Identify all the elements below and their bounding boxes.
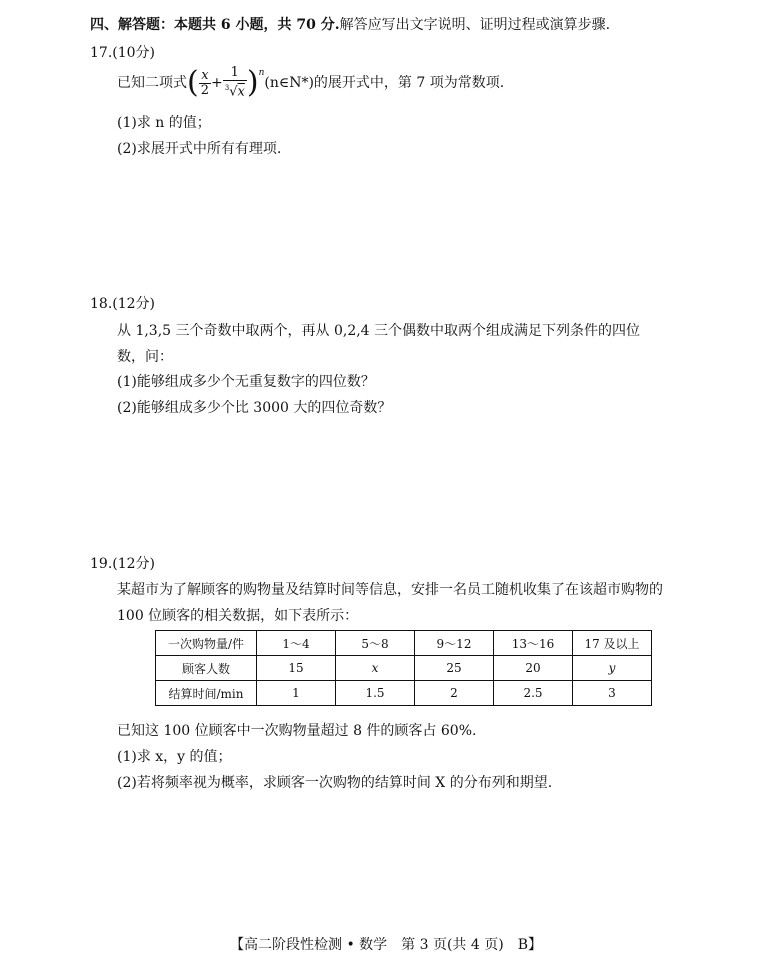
q18-number: 18.(12分) [90, 296, 156, 312]
section-heading-bold: 四、解答题：本题共 6 小题，共 70 分. [90, 17, 340, 33]
table-cell: 5～8 [336, 631, 415, 656]
section-heading-rest: 解答应写出文字说明、证明过程或演算步骤. [339, 17, 611, 33]
q19-number: 19.(12分) [90, 556, 156, 572]
table-cell: y [573, 656, 652, 681]
left-paren: ( [187, 65, 199, 100]
q17-number: 17.(10分) [90, 45, 156, 61]
page-footer: 【高二阶段性检测 • 数学 第 3 页(共 4 页) B】 [230, 937, 542, 953]
table-cell: 顾客人数 [156, 656, 257, 681]
table-cell: 25 [415, 656, 494, 681]
q18-stem-line2: 数，问： [117, 349, 173, 365]
q19-stem-line2: 100 位顾客的相关数据，如下表所示： [117, 608, 359, 624]
table-cell: 1～4 [257, 631, 336, 656]
radical-sign: √ [229, 84, 238, 100]
q17-fraction-x-over-2: $\frac{x}{2}$ [200, 67, 209, 98]
q19-given: 已知这 100 位顾客中一次购物量超过 8 件的顾客占 60%. [117, 723, 477, 739]
q18-stem-line1: 从 1,3,5 三个奇数中取两个，再从 0,2,4 三个偶数中取两个组成满足下列条件的四位 [117, 323, 641, 339]
table-cell: 9～12 [415, 631, 494, 656]
q17-exponent: n [258, 68, 265, 78]
q17-condition: (n∈N*) [264, 75, 314, 91]
q17-fraction-1-over-cuberoot-x: $\frac{1}{^3√x}$ [224, 65, 245, 100]
root-index: 3 [224, 84, 230, 93]
table-cell: 20 [494, 656, 573, 681]
q19-data-table [155, 630, 652, 706]
q19-part1: (1)求 x，y 的值； [117, 749, 232, 765]
table-cell: 2.5 [494, 681, 573, 706]
radicand: x [237, 84, 245, 100]
table-cell: x [336, 656, 415, 681]
table-cell: 17 及以上 [573, 631, 652, 656]
right-paren: ) [246, 65, 259, 100]
table-row [156, 631, 652, 656]
q17-stem-pre: 已知二项式 [117, 75, 187, 91]
section-heading [90, 14, 610, 34]
table-cell: 1.5 [336, 681, 415, 706]
table-cell: 2 [415, 681, 494, 706]
q19-part2: (2)若将频率视为概率，求顾客一次购物的结算时间 X 的分布列和期望. [117, 775, 553, 791]
q17-stem [117, 63, 504, 103]
table-cell: 一次购物量/件 [156, 631, 257, 656]
q17-stem-post: 的展开式中，第 7 项为常数项. [313, 75, 505, 91]
q18-part2: (2)能够组成多少个比 3000 大的四位奇数？ [117, 400, 392, 416]
table-row [156, 656, 652, 681]
q19-stem-line1: 某超市为了解顾客的购物量及结算时间等信息，安排一名员工随机收集了在该超市购物的 [117, 582, 663, 598]
q17-part2: (2)求展开式中所有有理项. [117, 141, 282, 157]
q18-part1: (1)能够组成多少个无重复数字的四位数？ [117, 374, 375, 390]
table-cell: 3 [573, 681, 652, 706]
table-cell: 15 [257, 656, 336, 681]
table-cell: 13～16 [494, 631, 573, 656]
table-cell: 结算时间/min [156, 681, 257, 706]
table-cell: 1 [257, 681, 336, 706]
q17-part1: (1)求 n 的值； [117, 115, 211, 131]
table-row [156, 681, 652, 706]
q17-plus: + [211, 75, 223, 91]
